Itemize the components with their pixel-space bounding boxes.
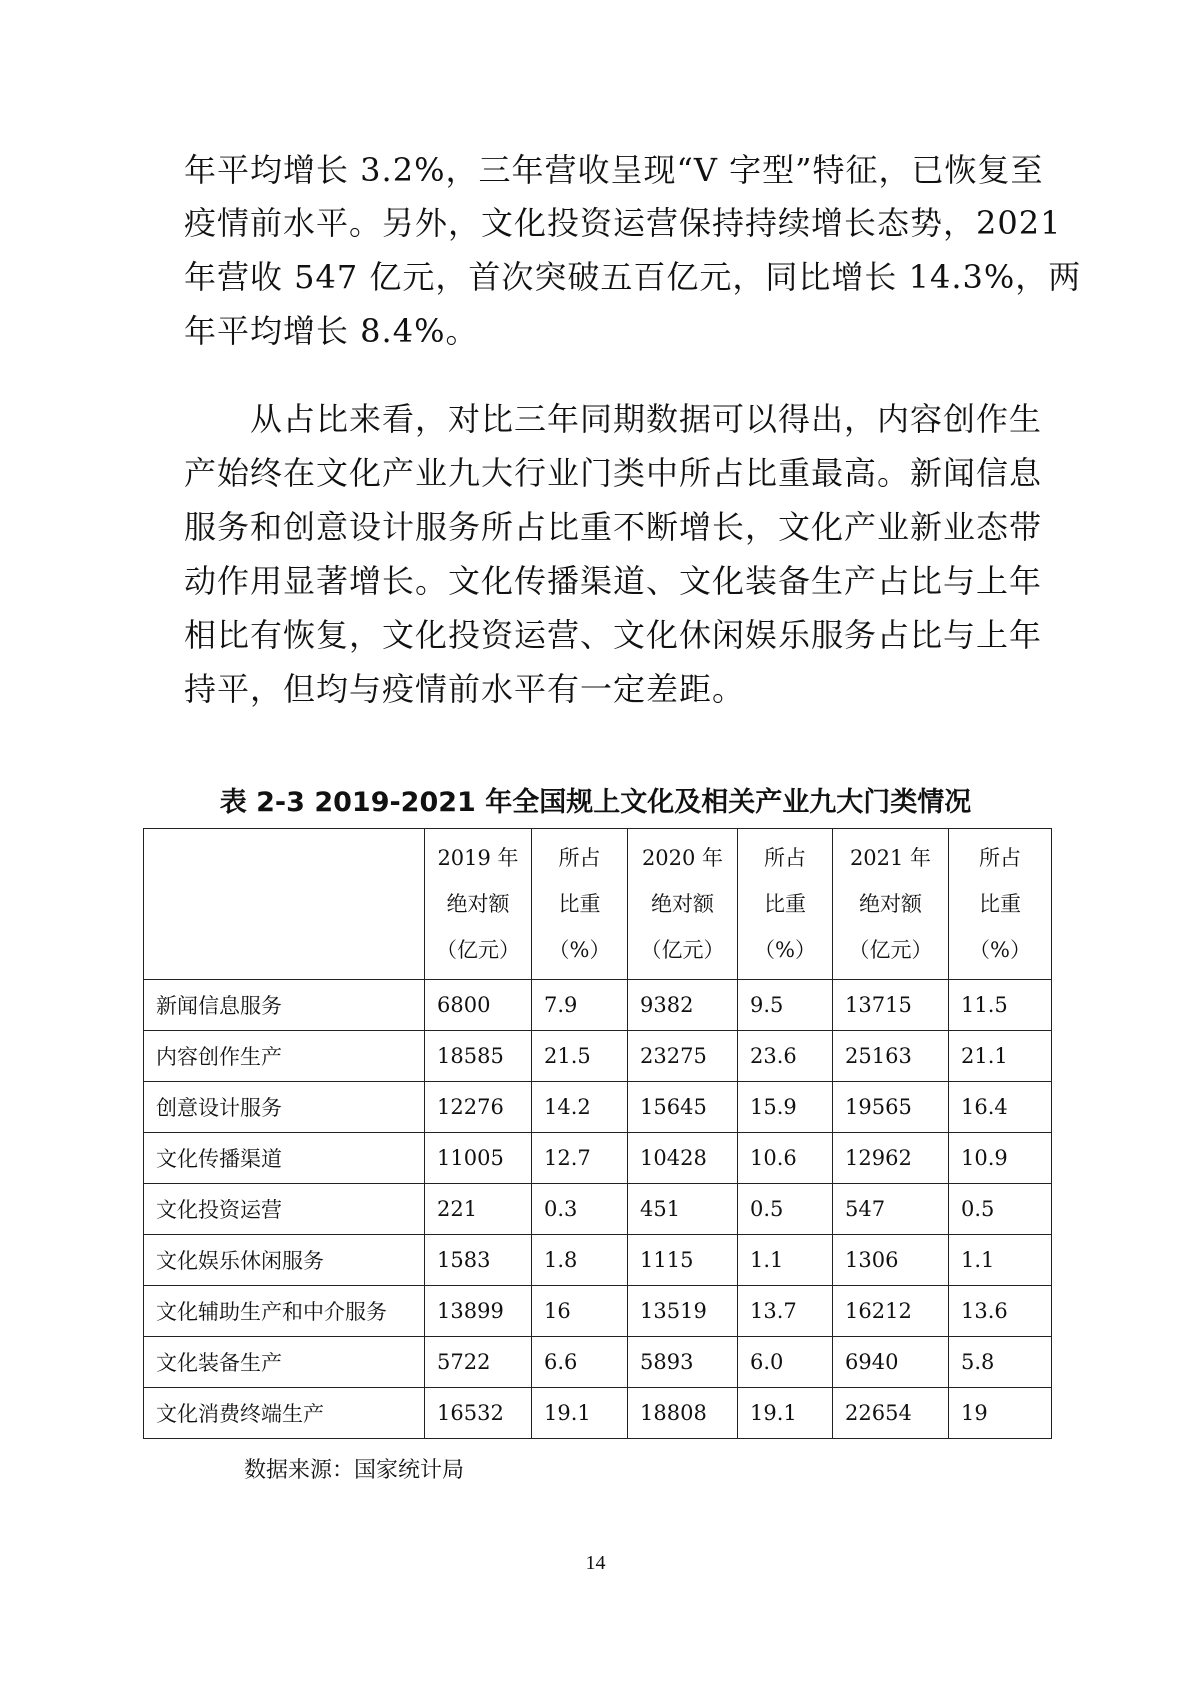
header-line: （%） [754, 938, 816, 962]
value-cell: 6800 [425, 980, 532, 1031]
value-cell: 19.1 [738, 1388, 833, 1439]
table-row [144, 980, 1052, 1031]
value-cell: 9382 [628, 980, 738, 1031]
header-cell [425, 829, 532, 980]
category-cell: 文化投资运营 [144, 1184, 425, 1235]
header-cell [738, 829, 833, 980]
value-cell: 221 [425, 1184, 532, 1235]
table-row [144, 1235, 1052, 1286]
value-cell: 23.6 [738, 1031, 833, 1082]
value-cell: 11005 [425, 1133, 532, 1184]
header-line: （%） [548, 938, 611, 962]
header-line: 绝对额 [859, 892, 922, 916]
body-text-line: 疫情前水平。另外，文化投资运营保持持续增长态势，2021 [184, 204, 1062, 242]
value-cell: 19565 [833, 1082, 949, 1133]
value-cell: 0.5 [738, 1184, 833, 1235]
value-cell: 23275 [628, 1031, 738, 1082]
category-cell: 创意设计服务 [144, 1082, 425, 1133]
value-cell: 12962 [833, 1133, 949, 1184]
table-row [144, 1286, 1052, 1337]
value-cell: 13715 [833, 980, 949, 1031]
table-caption: 表 2-3 2019-2021 年全国规上文化及相关产业九大门类情况 [219, 787, 972, 818]
value-cell: 13.7 [738, 1286, 833, 1337]
category-cell: 文化消费终端生产 [144, 1388, 425, 1439]
value-cell: 22654 [833, 1388, 949, 1439]
value-cell: 15645 [628, 1082, 738, 1133]
category-cell: 新闻信息服务 [144, 980, 425, 1031]
value-cell: 547 [833, 1184, 949, 1235]
table-row [144, 1388, 1052, 1439]
body-text-line: 服务和创意设计服务所占比重不断增长，文化产业新业态带 [184, 508, 1043, 546]
value-cell: 16532 [425, 1388, 532, 1439]
value-cell: 16 [532, 1286, 628, 1337]
value-cell: 6.6 [532, 1337, 628, 1388]
value-cell: 6.0 [738, 1337, 833, 1388]
header-line: 绝对额 [651, 892, 714, 916]
header-line: （%） [969, 938, 1031, 962]
value-cell: 5.8 [949, 1337, 1052, 1388]
header-cell [949, 829, 1052, 980]
header-cell-blank [144, 829, 425, 980]
value-cell: 5893 [628, 1337, 738, 1388]
value-cell: 16.4 [949, 1082, 1052, 1133]
value-cell: 1.1 [949, 1235, 1052, 1286]
value-cell: 1306 [833, 1235, 949, 1286]
body-text-line: 相比有恢复，文化投资运营、文化休闲娱乐服务占比与上年 [184, 616, 1043, 654]
header-line: （亿元） [436, 938, 520, 962]
table-row [144, 1082, 1052, 1133]
value-cell: 11.5 [949, 980, 1052, 1031]
header-line: 绝对额 [446, 892, 510, 916]
value-cell: 19 [949, 1388, 1052, 1439]
table-header-row [144, 829, 1052, 980]
value-cell: 13.6 [949, 1286, 1052, 1337]
value-cell: 19.1 [532, 1388, 628, 1439]
category-cell: 文化娱乐休闲服务 [144, 1235, 425, 1286]
value-cell: 10428 [628, 1133, 738, 1184]
value-cell: 10.9 [949, 1133, 1052, 1184]
table-row [144, 1184, 1052, 1235]
value-cell: 1115 [628, 1235, 738, 1286]
value-cell: 14.2 [532, 1082, 628, 1133]
header-cell [628, 829, 738, 980]
category-cell: 文化装备生产 [144, 1337, 425, 1388]
header-line: 所占 [979, 846, 1021, 870]
header-line: 所占 [764, 846, 806, 870]
value-cell: 13899 [425, 1286, 532, 1337]
header-line: 所占 [558, 846, 601, 870]
value-cell: 10.6 [738, 1133, 833, 1184]
header-line: （亿元） [848, 938, 933, 962]
value-cell: 0.3 [532, 1184, 628, 1235]
table-row [144, 1337, 1052, 1388]
category-cell: 文化传播渠道 [144, 1133, 425, 1184]
body-text-line: 动作用显著增长。文化传播渠道、文化装备生产占比与上年 [184, 562, 1043, 600]
value-cell: 9.5 [738, 980, 833, 1031]
data-source-note: 数据来源：国家统计局 [244, 1458, 465, 1483]
body-text-line: 持平，但均与疫情前水平有一定差距。 [184, 670, 746, 708]
header-cell [532, 829, 628, 980]
value-cell: 1583 [425, 1235, 532, 1286]
value-cell: 12276 [425, 1082, 532, 1133]
value-cell: 6940 [833, 1337, 949, 1388]
value-cell: 1.1 [738, 1235, 833, 1286]
table-row [144, 1133, 1052, 1184]
value-cell: 1.8 [532, 1235, 628, 1286]
body-text-line: 年平均增长 3.2%，三年营收呈现“V 字型”特征，已恢复至 [184, 151, 1044, 189]
category-cell: 内容创作生产 [144, 1031, 425, 1082]
value-cell: 5722 [425, 1337, 532, 1388]
value-cell: 21.1 [949, 1031, 1052, 1082]
header-cell [833, 829, 949, 980]
value-cell: 25163 [833, 1031, 949, 1082]
header-line: 比重 [979, 892, 1021, 916]
header-line: 2019 年 [437, 846, 519, 870]
header-line: 比重 [558, 892, 601, 916]
value-cell: 0.5 [949, 1184, 1052, 1235]
industry-revenue-table [143, 828, 1052, 1439]
header-line: （亿元） [640, 938, 725, 962]
body-text-line: 从占比来看，对比三年同期数据可以得出，内容创作生 [184, 400, 1043, 438]
value-cell: 13519 [628, 1286, 738, 1337]
header-line: 比重 [764, 892, 806, 916]
table-row [144, 1031, 1052, 1082]
value-cell: 15.9 [738, 1082, 833, 1133]
value-cell: 12.7 [532, 1133, 628, 1184]
value-cell: 21.5 [532, 1031, 628, 1082]
value-cell: 18585 [425, 1031, 532, 1082]
value-cell: 16212 [833, 1286, 949, 1337]
value-cell: 7.9 [532, 980, 628, 1031]
body-text-line: 年营收 547 亿元，首次突破五百亿元，同比增长 14.3%，两 [184, 258, 1082, 296]
body-text-line: 年平均增长 8.4%。 [184, 312, 479, 350]
header-line: 2020 年 [641, 846, 724, 870]
category-cell: 文化辅助生产和中介服务 [144, 1286, 425, 1337]
page-number: 14 [585, 1552, 606, 1574]
table-body [144, 980, 1052, 1439]
value-cell: 18808 [628, 1388, 738, 1439]
header-line: 2021 年 [849, 846, 932, 870]
value-cell: 451 [628, 1184, 738, 1235]
body-text-line: 产始终在文化产业九大行业门类中所占比重最高。新闻信息 [184, 454, 1043, 492]
